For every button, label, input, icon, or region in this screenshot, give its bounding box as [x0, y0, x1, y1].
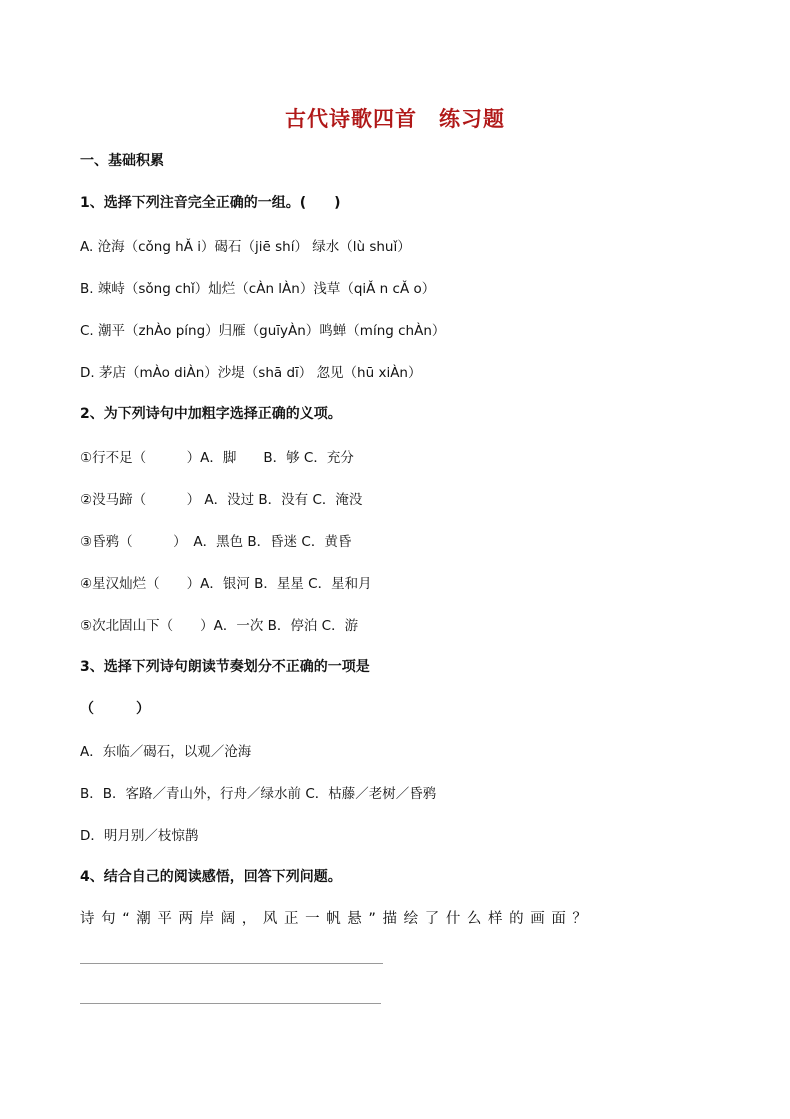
section-heading: 一、基础积累 [80, 153, 164, 169]
question-4-stem: 4、结合自己的阅读感悟，回答下列问题。 [80, 869, 342, 885]
question-1-option-c: C. 潮平（zhÀo píng）归雁（guīyÀn）鸣蝉（míng chÀn） [80, 323, 446, 339]
question-1-stem: 1、选择下列注音完全正确的一组。( ) [80, 195, 341, 211]
question-2-item-5: ⑤次北固山下（ ）A．一次 B．停泊 C．游 [80, 618, 359, 634]
question-2-item-2: ②没马蹄（ ） A．没过 B．没有 C．淹没 [80, 492, 363, 508]
question-1-option-a: A. 沧海（cǒng hǍ i）碣石（jiē shí） 绿水（lù shuǐ） [80, 239, 411, 255]
question-1-option-b: B. 竦峙（sǒng chǐ）灿烂（cÀn lÀn）浅草（qiǍ n cǍ o） [80, 281, 436, 297]
answer-line [80, 1003, 381, 1004]
question-2-stem: 2、为下列诗句中加粗字选择正确的义项。 [80, 406, 342, 422]
question-2-item-1: ①行不足（ ）A．脚 B．够 C．充分 [80, 450, 354, 466]
question-3-option-d: D．明月别／枝惊鹊 [80, 828, 199, 844]
question-2-item-4: ④星汉灿烂（ ）A．银河 B．星星 C．星和月 [80, 576, 372, 592]
question-3-option-a: A．东临／碣石，以观／沧海 [80, 744, 252, 760]
question-1-option-d: D. 茅店（mÀo diÀn）沙堤（shā dī） 忽见（hū xiÀn） [80, 365, 422, 381]
page-title: 古代诗歌四首 练习题 [285, 106, 505, 131]
answer-line [80, 963, 383, 964]
question-3-option-b: B．B．客路／青山外，行舟／绿水前 C．枯藤／老树／昏鸦 [80, 786, 437, 802]
question-4-question: 诗句“潮平两岸阔，风正一帆悬”描绘了什么样的画面？ [80, 911, 594, 927]
question-3-stem: 3、选择下列诗句朗读节奏划分不正确的一项是 [80, 659, 370, 675]
question-3-answer-blank: （ ） [80, 701, 150, 717]
question-2-item-3: ③昏鸦（ ） A．黑色 B．昏迷 C．黄昏 [80, 534, 352, 550]
